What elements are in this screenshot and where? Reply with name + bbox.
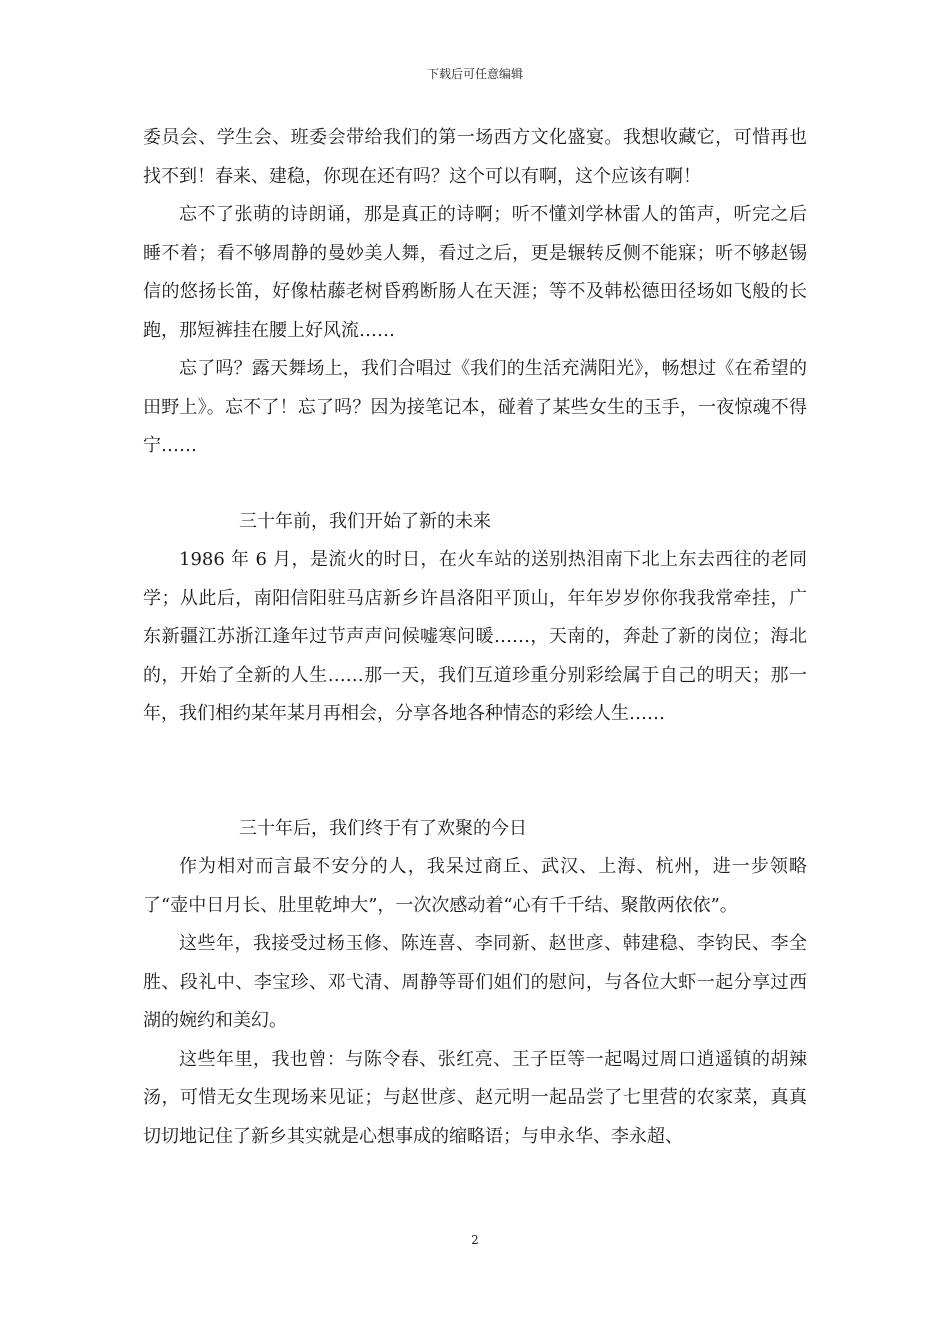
section-title: 三十年前，我们开始了新的未来 [239, 510, 491, 532]
paragraph: 忘不了张萌的诗朗诵，那是真正的诗啊；听不懂刘学林雷人的笛声，听完之后睡不着；看不够周静的曼妙美人舞，看过之后，更是辗转反侧不能寐；听不够赵锡信的悠扬长笛，好像枯藤老树昏鸦断肠人在天涯；等不及韩松德田径场如飞般的长跑，那短裤挂在腰上好风流…… [143, 204, 807, 341]
paragraph: 委员会、学生会、班委会带给我们的第一场西方文化盛宴。我想收藏它，可惜再也找不到！春来、建稳，你现在还有吗？这个可以有啊，这个应该有啊！ [143, 127, 807, 187]
page-header: 下载后可任意编辑 [426, 67, 523, 81]
paragraph: 忘了吗？露天舞场上，我们合唱过《我们的生活充满阳光》，畅想过《在希望的田野上》。忘不了！忘了吗？因为接笔记本，碰着了某些女生的玉手，一夜惊魂不得宁…… [143, 358, 807, 456]
paragraph: 作为相对而言最不安分的人，我呆过商丘、武汉、上海、杭州，进一步领略了“壶中日月长、肚里乾坤大”，一次次感动着“心有千千结、聚散两依依”。 [143, 856, 807, 916]
paragraph: 1986 年 6 月，是流火的时日，在火车站的送别热泪南下北上东去西往的老同学；从此后，南阳信阳驻马店新乡许昌洛阳平顶山，年年岁岁你你我我常牵挂，广东新疆江苏浙江逢年过节声声问候嘘寒问暖……，天南的，奔赴了新的岗位；海北的，开始了全新的人生……那一天，我们互道珍重分别彩绘属于自己的明天；那一年，我们相约某年某月再相会，分享各地各种情态的彩绘人生…… [143, 549, 807, 724]
paragraph: 这些年，我接受过杨玉修、陈连喜、李同新、赵世彦、韩建稳、李钧民、李全胜、段礼中、李宝珍、邓弋清、周静等哥们姐们的慰问，与各位大虾一起分享过西湖的婉约和美幻。 [143, 933, 807, 1031]
spacer [143, 466, 807, 503]
page-number: 2 [471, 1233, 479, 1247]
paragraph: 这些年里，我也曾：与陈令春、张红亮、王子臣等一起喝过周口逍遥镇的胡辣汤，可惜无女生现场来见证；与赵世彦、赵元明一起品尝了七里营的农家菜，真真切切地记住了新乡其实就是心想事成的缩略语；与申永华、李永超、 [143, 1048, 807, 1147]
section-title: 三十年后，我们终于有了欢聚的今日 [239, 817, 527, 839]
document-body [143, 119, 807, 1156]
spacer [143, 734, 807, 810]
